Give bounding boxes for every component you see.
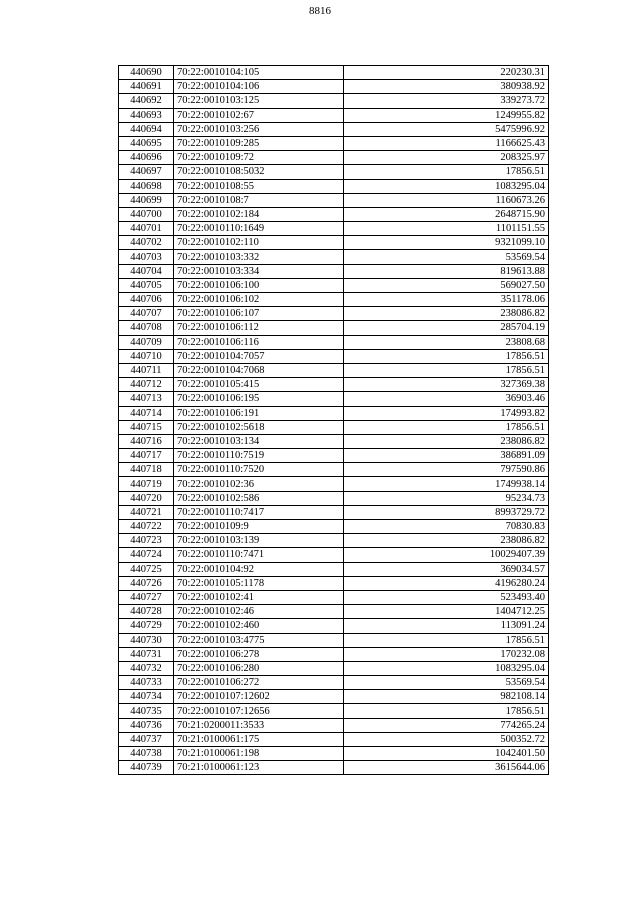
record-number-cell: 440708 [119, 321, 174, 335]
table-row [119, 718, 549, 732]
table-row [119, 321, 549, 335]
value-cell: 523493.40 [344, 590, 549, 604]
record-number-cell: 440704 [119, 264, 174, 278]
record-number-cell: 440701 [119, 222, 174, 236]
record-number-cell: 440739 [119, 761, 174, 775]
value-cell: 819613.88 [344, 264, 549, 278]
table-row [119, 420, 549, 434]
value-cell: 174993.82 [344, 406, 549, 420]
value-cell: 8993729.72 [344, 505, 549, 519]
table-row [119, 307, 549, 321]
table-row [119, 250, 549, 264]
record-number-cell: 440696 [119, 151, 174, 165]
table-row [119, 534, 549, 548]
value-cell: 327369.38 [344, 378, 549, 392]
table-row [119, 590, 549, 604]
record-number-cell: 440692 [119, 94, 174, 108]
record-number-cell: 440737 [119, 732, 174, 746]
value-cell: 17856.51 [344, 704, 549, 718]
cadastral-number-cell: 70:22:0010102:67 [174, 108, 344, 122]
record-number-cell: 440714 [119, 406, 174, 420]
record-number-cell: 440691 [119, 80, 174, 94]
record-number-cell: 440706 [119, 293, 174, 307]
cadastral-number-cell: 70:21:0100061:175 [174, 732, 344, 746]
record-number-cell: 440711 [119, 363, 174, 377]
record-number-cell: 440723 [119, 534, 174, 548]
cadastral-number-cell: 70:22:0010104:92 [174, 562, 344, 576]
table-row [119, 193, 549, 207]
table-row [119, 704, 549, 718]
value-cell: 17856.51 [344, 363, 549, 377]
table-row [119, 349, 549, 363]
cadastral-number-cell: 70:22:0010103:139 [174, 534, 344, 548]
cadastral-number-cell: 70:22:0010108:5032 [174, 165, 344, 179]
cadastral-number-cell: 70:22:0010102:36 [174, 477, 344, 491]
table-row [119, 647, 549, 661]
cadastral-number-cell: 70:22:0010106:100 [174, 278, 344, 292]
record-number-cell: 440715 [119, 420, 174, 434]
cadastral-number-cell: 70:22:0010103:134 [174, 434, 344, 448]
value-cell: 285704.19 [344, 321, 549, 335]
record-number-cell: 440709 [119, 335, 174, 349]
record-number-cell: 440707 [119, 307, 174, 321]
cadastral-number-cell: 70:22:0010103:334 [174, 264, 344, 278]
table-row [119, 94, 549, 108]
record-number-cell: 440738 [119, 747, 174, 761]
table-row [119, 690, 549, 704]
table-row [119, 122, 549, 136]
value-cell: 1101151.55 [344, 222, 549, 236]
table-row [119, 392, 549, 406]
record-number-cell: 440727 [119, 590, 174, 604]
record-number-cell: 440726 [119, 576, 174, 590]
value-cell: 1083295.04 [344, 179, 549, 193]
record-number-cell: 440700 [119, 207, 174, 221]
registry-table-body [119, 66, 549, 775]
table-row [119, 463, 549, 477]
record-number-cell: 440716 [119, 434, 174, 448]
record-number-cell: 440730 [119, 633, 174, 647]
value-cell: 17856.51 [344, 420, 549, 434]
record-number-cell: 440698 [119, 179, 174, 193]
cadastral-number-cell: 70:22:0010102:460 [174, 619, 344, 633]
record-number-cell: 440731 [119, 647, 174, 661]
record-number-cell: 440690 [119, 66, 174, 80]
table-row [119, 179, 549, 193]
record-number-cell: 440720 [119, 491, 174, 505]
cadastral-number-cell: 70:22:0010106:195 [174, 392, 344, 406]
page-number: 8816 [309, 5, 331, 17]
record-number-cell: 440699 [119, 193, 174, 207]
table-row [119, 676, 549, 690]
value-cell: 1404712.25 [344, 605, 549, 619]
cadastral-number-cell: 70:22:0010104:7068 [174, 363, 344, 377]
value-cell: 1160673.26 [344, 193, 549, 207]
value-cell: 23808.68 [344, 335, 549, 349]
value-cell: 9321099.10 [344, 236, 549, 250]
cadastral-number-cell: 70:22:0010110:7417 [174, 505, 344, 519]
cadastral-number-cell: 70:22:0010106:280 [174, 661, 344, 675]
value-cell: 17856.51 [344, 633, 549, 647]
cadastral-number-cell: 70:22:0010110:7519 [174, 449, 344, 463]
table-row [119, 80, 549, 94]
cadastral-number-cell: 70:22:0010107:12602 [174, 690, 344, 704]
record-number-cell: 440728 [119, 605, 174, 619]
table-row [119, 661, 549, 675]
value-cell: 53569.54 [344, 676, 549, 690]
table-row [119, 449, 549, 463]
record-number-cell: 440734 [119, 690, 174, 704]
value-cell: 10029407.39 [344, 548, 549, 562]
cadastral-number-cell: 70:22:0010105:1178 [174, 576, 344, 590]
record-number-cell: 440724 [119, 548, 174, 562]
table-row [119, 761, 549, 775]
cadastral-number-cell: 70:22:0010107:12656 [174, 704, 344, 718]
record-number-cell: 440733 [119, 676, 174, 690]
record-number-cell: 440718 [119, 463, 174, 477]
cadastral-number-cell: 70:21:0200011:3533 [174, 718, 344, 732]
value-cell: 220230.31 [344, 66, 549, 80]
value-cell: 238086.82 [344, 534, 549, 548]
cadastral-number-cell: 70:22:0010110:7471 [174, 548, 344, 562]
table-row [119, 222, 549, 236]
value-cell: 386891.09 [344, 449, 549, 463]
table-row [119, 633, 549, 647]
cadastral-number-cell: 70:22:0010102:110 [174, 236, 344, 250]
cadastral-number-cell: 70:22:0010102:41 [174, 590, 344, 604]
table-row [119, 207, 549, 221]
registry-table [118, 65, 549, 775]
value-cell: 1166625.43 [344, 136, 549, 150]
record-number-cell: 440695 [119, 136, 174, 150]
table-row [119, 236, 549, 250]
cadastral-number-cell: 70:22:0010106:191 [174, 406, 344, 420]
cadastral-number-cell: 70:22:0010109:72 [174, 151, 344, 165]
value-cell: 238086.82 [344, 307, 549, 321]
table-row [119, 264, 549, 278]
cadastral-number-cell: 70:22:0010103:256 [174, 122, 344, 136]
value-cell: 1749938.14 [344, 477, 549, 491]
cadastral-number-cell: 70:22:0010110:1649 [174, 222, 344, 236]
cadastral-number-cell: 70:22:0010103:125 [174, 94, 344, 108]
value-cell: 170232.08 [344, 647, 549, 661]
cadastral-number-cell: 70:22:0010110:7520 [174, 463, 344, 477]
table-row [119, 151, 549, 165]
record-number-cell: 440693 [119, 108, 174, 122]
cadastral-number-cell: 70:22:0010105:415 [174, 378, 344, 392]
record-number-cell: 440694 [119, 122, 174, 136]
cadastral-number-cell: 70:21:0100061:198 [174, 747, 344, 761]
record-number-cell: 440713 [119, 392, 174, 406]
value-cell: 1042401.50 [344, 747, 549, 761]
table-row [119, 293, 549, 307]
record-number-cell: 440735 [119, 704, 174, 718]
value-cell: 17856.51 [344, 349, 549, 363]
record-number-cell: 440732 [119, 661, 174, 675]
table-row [119, 278, 549, 292]
value-cell: 380938.92 [344, 80, 549, 94]
record-number-cell: 440703 [119, 250, 174, 264]
value-cell: 5475996.92 [344, 122, 549, 136]
record-number-cell: 440729 [119, 619, 174, 633]
cadastral-number-cell: 70:22:0010108:55 [174, 179, 344, 193]
record-number-cell: 440717 [119, 449, 174, 463]
cadastral-number-cell: 70:22:0010106:116 [174, 335, 344, 349]
cadastral-number-cell: 70:22:0010104:106 [174, 80, 344, 94]
record-number-cell: 440721 [119, 505, 174, 519]
cadastral-number-cell: 70:22:0010104:7057 [174, 349, 344, 363]
cadastral-number-cell: 70:22:0010106:112 [174, 321, 344, 335]
table-row [119, 548, 549, 562]
value-cell: 17856.51 [344, 165, 549, 179]
record-number-cell: 440697 [119, 165, 174, 179]
cadastral-number-cell: 70:22:0010108:7 [174, 193, 344, 207]
table-row [119, 363, 549, 377]
table-row [119, 108, 549, 122]
cadastral-number-cell: 70:22:0010106:107 [174, 307, 344, 321]
table-row [119, 576, 549, 590]
table-row [119, 619, 549, 633]
value-cell: 500352.72 [344, 732, 549, 746]
value-cell: 2648715.90 [344, 207, 549, 221]
table-row [119, 434, 549, 448]
table-row [119, 747, 549, 761]
cadastral-number-cell: 70:22:0010106:102 [174, 293, 344, 307]
value-cell: 53569.54 [344, 250, 549, 264]
record-number-cell: 440722 [119, 520, 174, 534]
table-row [119, 491, 549, 505]
cadastral-number-cell: 70:22:0010106:278 [174, 647, 344, 661]
cadastral-number-cell: 70:22:0010106:272 [174, 676, 344, 690]
cadastral-number-cell: 70:22:0010109:285 [174, 136, 344, 150]
table-row [119, 66, 549, 80]
cadastral-number-cell: 70:22:0010104:105 [174, 66, 344, 80]
table-row [119, 378, 549, 392]
value-cell: 113091.24 [344, 619, 549, 633]
value-cell: 208325.97 [344, 151, 549, 165]
table-row [119, 520, 549, 534]
table-row [119, 605, 549, 619]
table-row [119, 165, 549, 179]
value-cell: 774265.24 [344, 718, 549, 732]
value-cell: 339273.72 [344, 94, 549, 108]
cadastral-number-cell: 70:22:0010103:4775 [174, 633, 344, 647]
cadastral-number-cell: 70:22:0010102:184 [174, 207, 344, 221]
value-cell: 70830.83 [344, 520, 549, 534]
table-row [119, 477, 549, 491]
cadastral-number-cell: 70:22:0010103:332 [174, 250, 344, 264]
table-row [119, 732, 549, 746]
value-cell: 4196280.24 [344, 576, 549, 590]
table-row [119, 562, 549, 576]
record-number-cell: 440705 [119, 278, 174, 292]
value-cell: 569027.50 [344, 278, 549, 292]
value-cell: 797590.86 [344, 463, 549, 477]
value-cell: 3615644.06 [344, 761, 549, 775]
cadastral-number-cell: 70:21:0100061:123 [174, 761, 344, 775]
value-cell: 1249955.82 [344, 108, 549, 122]
cadastral-number-cell: 70:22:0010102:5618 [174, 420, 344, 434]
value-cell: 982108.14 [344, 690, 549, 704]
cadastral-number-cell: 70:22:0010102:46 [174, 605, 344, 619]
value-cell: 36903.46 [344, 392, 549, 406]
record-number-cell: 440719 [119, 477, 174, 491]
record-number-cell: 440710 [119, 349, 174, 363]
table-row [119, 335, 549, 349]
cadastral-number-cell: 70:22:0010102:586 [174, 491, 344, 505]
record-number-cell: 440702 [119, 236, 174, 250]
record-number-cell: 440712 [119, 378, 174, 392]
table-row [119, 406, 549, 420]
record-number-cell: 440736 [119, 718, 174, 732]
value-cell: 1083295.04 [344, 661, 549, 675]
record-number-cell: 440725 [119, 562, 174, 576]
value-cell: 238086.82 [344, 434, 549, 448]
value-cell: 369034.57 [344, 562, 549, 576]
table-row [119, 505, 549, 519]
value-cell: 95234.73 [344, 491, 549, 505]
table-row [119, 136, 549, 150]
cadastral-number-cell: 70:22:0010109:9 [174, 520, 344, 534]
value-cell: 351178.06 [344, 293, 549, 307]
